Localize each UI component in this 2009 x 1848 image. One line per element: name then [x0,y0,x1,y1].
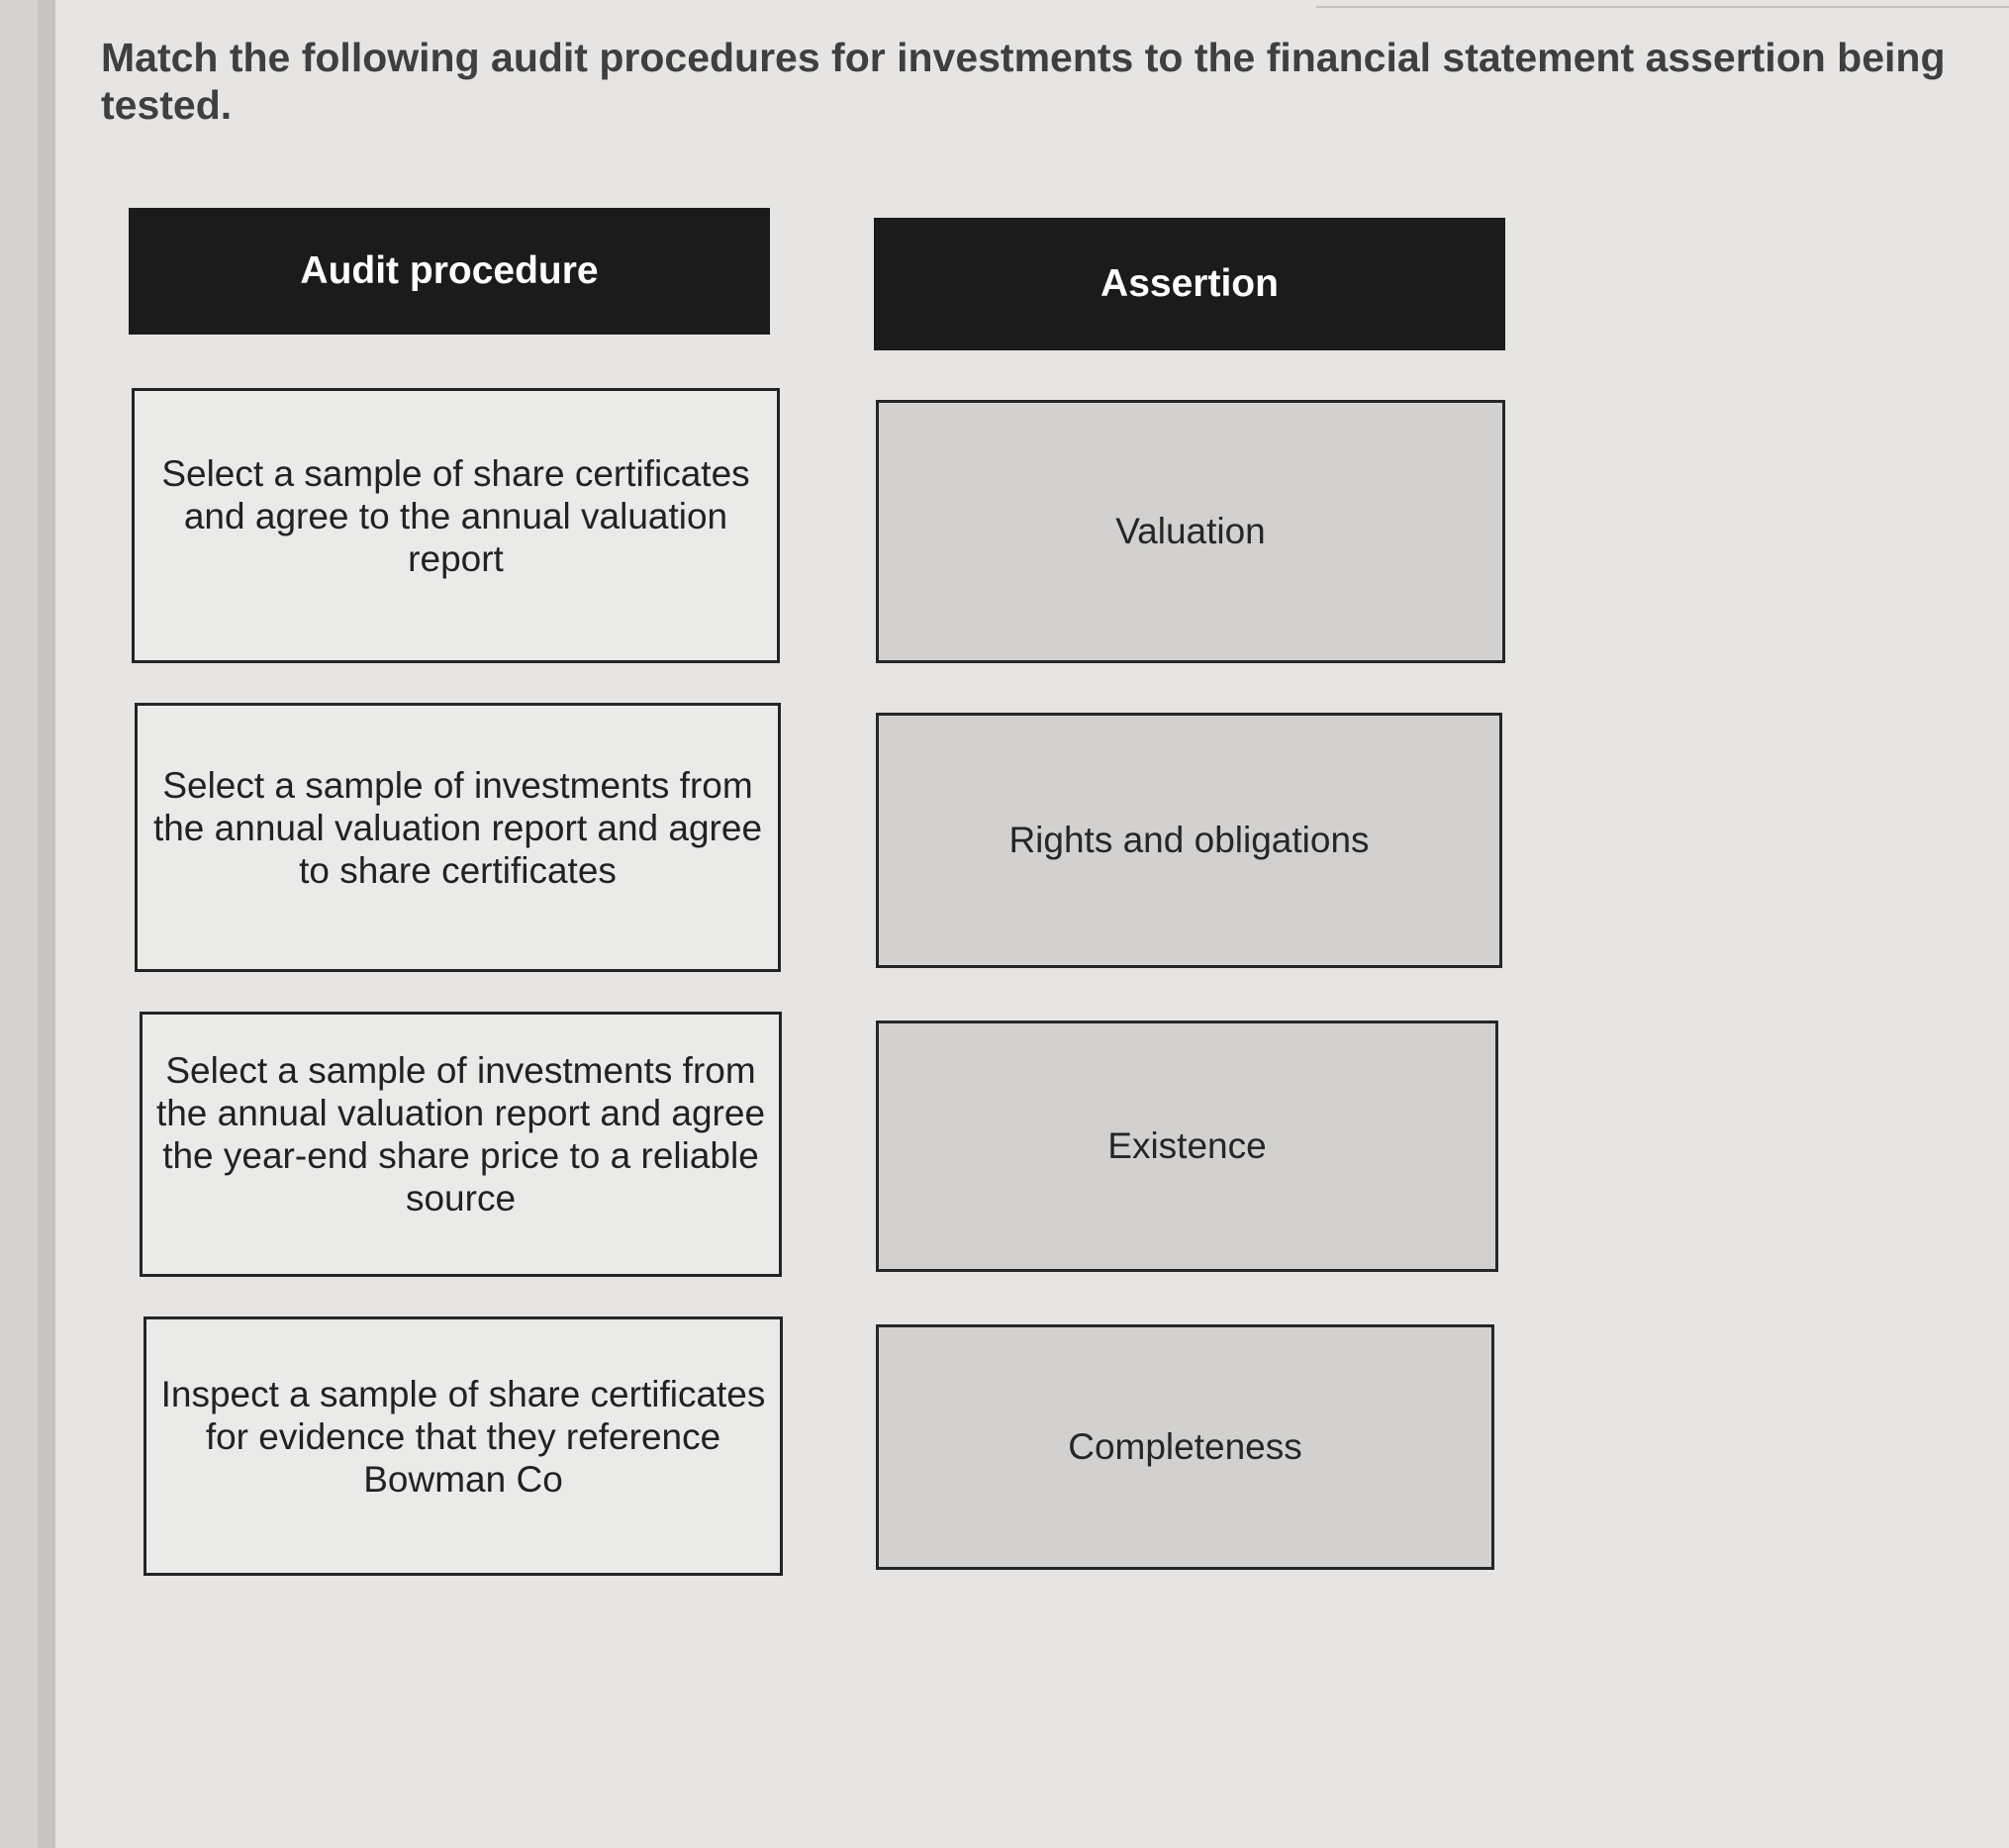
assertion-header: Assertion [874,218,1505,350]
top-divider [1316,6,2009,8]
assertion-valuation[interactable]: Valuation [876,400,1505,663]
procedure-cell-2: Select a sample of investments from the annual valuation report and agree to share certificates [135,703,781,972]
audit-procedure-header: Audit procedure [129,208,770,335]
assertion-rights-and-obligations[interactable]: Rights and obligations [876,713,1502,968]
assertion-completeness[interactable]: Completeness [876,1324,1494,1570]
procedure-cell-1: Select a sample of share certificates and agree to the annual valuation report [132,388,780,663]
procedure-cell-4: Inspect a sample of share certificates for evidence that they reference Bowman Co [144,1316,783,1576]
procedure-cell-3: Select a sample of investments from the annual valuation report and agree the year-end share price to a reliable source [140,1012,782,1277]
question-text: Match the following audit procedures for investments to the financial statement assertion being tested. [101,35,1946,128]
left-margin-bar [0,0,55,1848]
assertion-existence[interactable]: Existence [876,1021,1498,1272]
